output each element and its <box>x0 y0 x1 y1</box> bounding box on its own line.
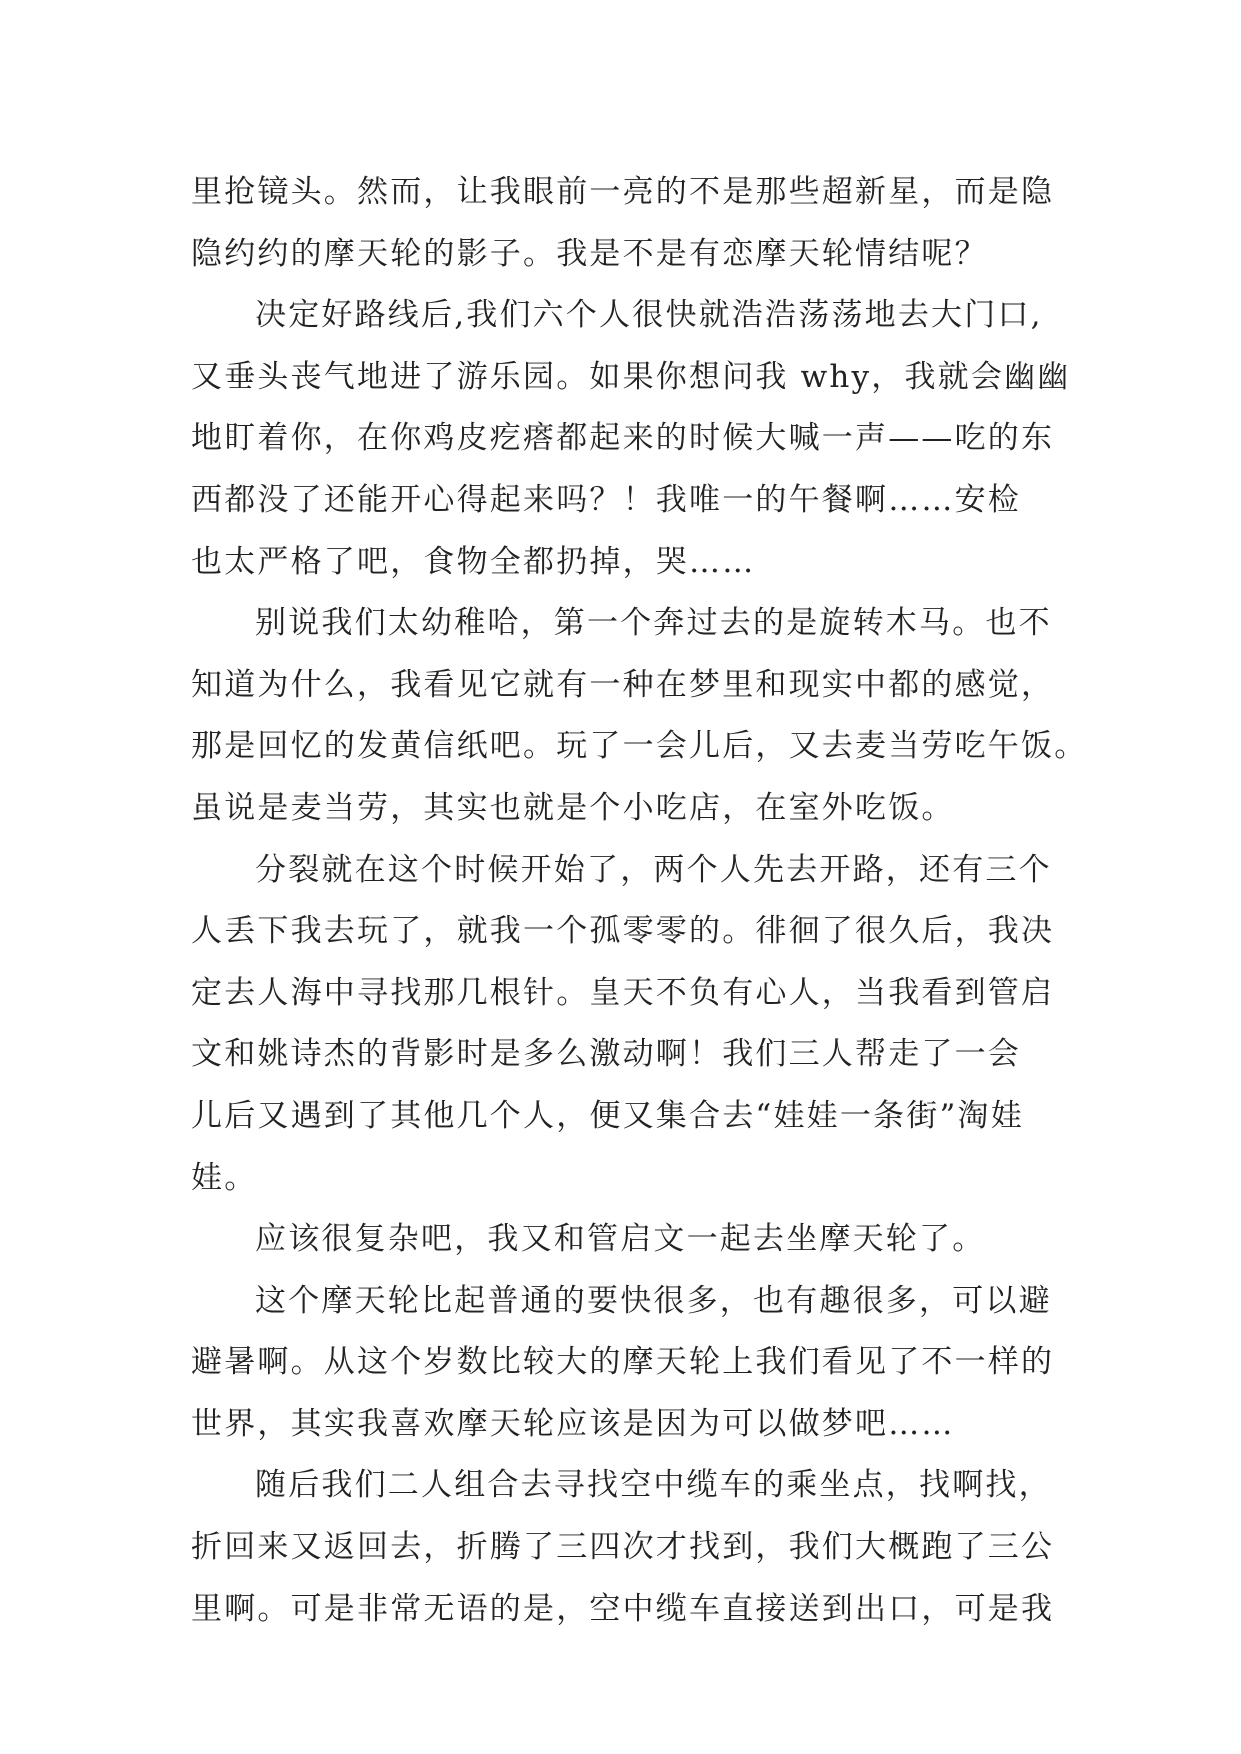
text-line: 又垂头丧气地进了游乐园。如果你想问我 why，我就会幽幽 <box>191 358 1071 395</box>
text-line: 折回来又返回去，折腾了三四次才找到，我们大概跑了三公 <box>191 1529 1055 1566</box>
text-line: 文和姚诗杰的背影时是多么激动啊！我们三人帮走了一会 <box>191 1036 1021 1073</box>
text-line: 里啊。可是非常无语的是，空中缆车直接送到出口，可是我 <box>191 1590 1055 1627</box>
text-line: 知道为什么，我看见它就有一种在梦里和现实中都的感觉， <box>191 666 1055 703</box>
text-line: 虽说是麦当劳，其实也就是个小吃店，在室外吃饭。 <box>191 789 955 826</box>
text-line: 西都没了还能开心得起来吗？！我唯一的午餐啊……安检 <box>191 481 1021 518</box>
paragraph-start-line: 分裂就在这个时候开始了，两个人先去开路，还有三个 <box>255 851 1052 888</box>
paragraph-start-line: 应该很复杂吧，我又和管启文一起去坐摩天轮了。 <box>255 1221 986 1258</box>
paragraph-start-line: 这个摩天轮比起普通的要快很多，也有趣很多，可以避 <box>255 1282 1052 1319</box>
text-line: 避暑啊。从这个岁数比较大的摩天轮上我们看见了不一样的 <box>191 1344 1055 1381</box>
text-line: 地盯着你，在你鸡皮疙瘩都起来的时候大喊一声——吃的东 <box>191 420 1055 457</box>
paragraph-start-line: 决定好路线后,我们六个人很快就浩浩荡荡地去大门口, <box>255 297 1043 334</box>
paragraph-start-line: 随后我们二人组合去寻找空中缆车的乘坐点，找啊找， <box>255 1467 1052 1504</box>
text-line: 也太严格了吧，食物全都扔掉，哭…… <box>191 543 756 580</box>
text-line: 娃。 <box>191 1159 258 1196</box>
paragraph-start-line: 别说我们太幼稚哈，第一个奔过去的是旋转木马。也不 <box>255 605 1052 642</box>
text-line: 里抢镜头。然而，让我眼前一亮的不是那些超新星，而是隐 <box>191 174 1055 210</box>
body-text <box>191 162 1088 1640</box>
text-line: 隐约约的摩天轮的影子。我是不是有恋摩天轮情结呢？ <box>191 235 988 272</box>
text-line: 那是回忆的发黄信纸吧。玩了一会儿后，又去麦当劳吃午饭。 <box>191 728 1088 765</box>
text-line: 人丢下我去玩了，就我一个孤零零的。徘徊了很久后，我决 <box>191 913 1055 950</box>
text-line: 定去人海中寻找那几根针。皇天不负有心人，当我看到管启 <box>191 974 1055 1011</box>
text-line: 儿后又遇到了其他几个人，便又集合去“娃娃一条街”淘娃 <box>191 1097 1024 1134</box>
text-line: 世界，其实我喜欢摩天轮应该是因为可以做梦吧…… <box>191 1405 955 1442</box>
